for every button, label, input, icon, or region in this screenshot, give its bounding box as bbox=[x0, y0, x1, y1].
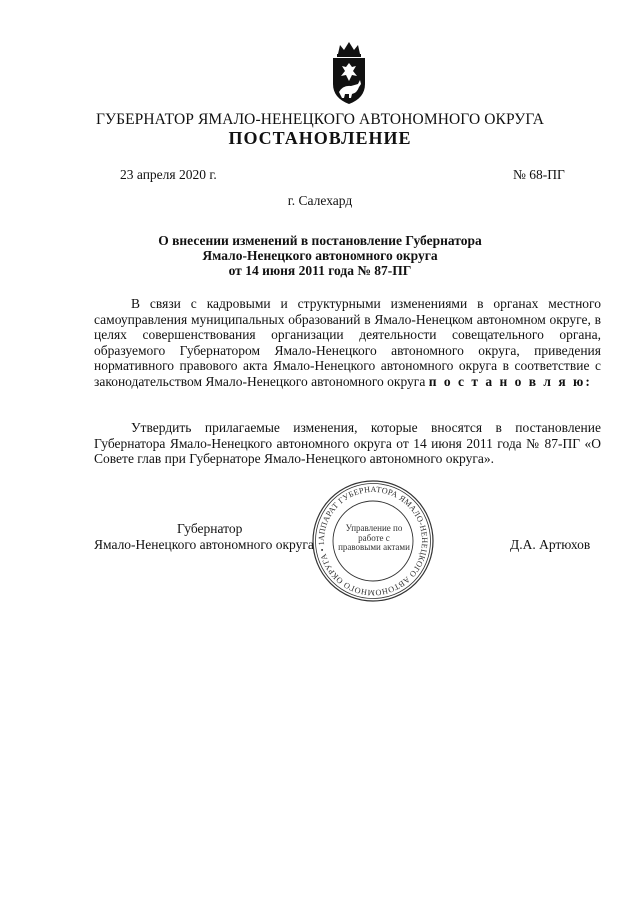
document-title bbox=[0, 233, 640, 278]
stamp-center-text: Управление по работе с правовыми актами bbox=[338, 523, 410, 552]
title-line-2: Ямало-Ненецкого автономного округа bbox=[202, 248, 438, 263]
preamble-paragraph bbox=[94, 296, 601, 389]
title-line-3: от 14 июня 2011 года № 87-ПГ bbox=[228, 263, 412, 278]
resolution-paragraph: Утвердить прилагаемые изменения, которые вносятся в постановление Губернатора Ямало-Ненецкого автономного округа от 14 июня 2011 года № 87-ПГ «О Совете глав при Губернаторе Ямало-Ненецкого автономного округа». bbox=[94, 420, 601, 466]
decree-word: п о с т а н о в л я ю: bbox=[428, 373, 592, 389]
document-type-heading: ПОСТАНОВЛЕНИЕ bbox=[228, 128, 412, 148]
title-line-1: О внесении изменений в постановление Губернатора bbox=[158, 233, 482, 248]
document-date: 23 апреля 2020 г. bbox=[120, 167, 217, 182]
document-number: № 68-ПГ bbox=[513, 167, 565, 182]
stamp-ring-text: АППАРАТ ГУБЕРНАТОРА ЯМАЛО-НЕНЕЦКОГО АВТОНОМНОГО ОКРУГА • 1 bbox=[316, 484, 430, 598]
yamal-coat-of-arms-icon bbox=[325, 40, 373, 108]
signatory-region: Ямало-Ненецкого автономного округа bbox=[94, 537, 314, 552]
signatory-name: Д.А. Артюхов bbox=[510, 537, 591, 552]
preamble-text: В связи с кадровыми и структурными изменениями в органах местного самоуправления муниципальных образований в Ямало-Ненецком автономном округе, в целях совершенствования организации деятельности совещательного органа, образуемого Губернатором Ямало-Ненецкого автономного округа, приведения нормативного правового акта Ямало-Ненецкого автономного округа в соответствие с законодательством Ямало-Ненецкого автономного округа bbox=[94, 296, 601, 389]
signatory-title: Губернатор bbox=[177, 521, 243, 536]
authority-heading: ГУБЕРНАТОР ЯМАЛО-НЕНЕЦКОГО АВТОНОМНОГО ОКРУГА bbox=[95, 111, 545, 128]
document-city: г. Салехард bbox=[287, 193, 353, 208]
